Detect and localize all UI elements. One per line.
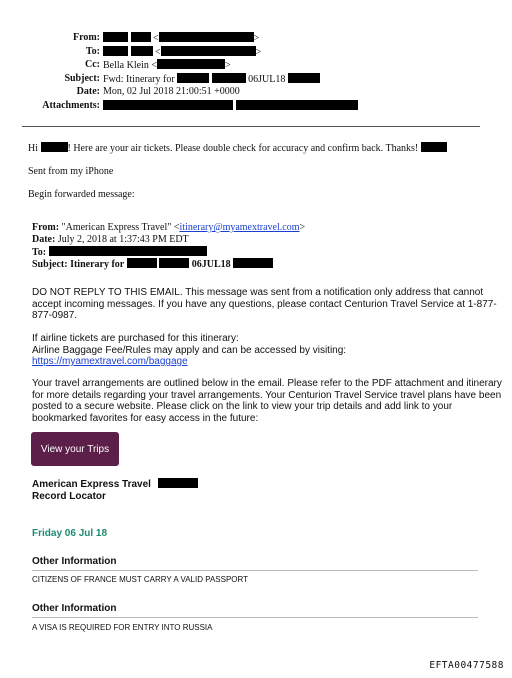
subject-prefix: Fwd: Itinerary for (103, 73, 175, 85)
header-divider (22, 126, 480, 127)
gt-bracket: > (224, 60, 231, 71)
redaction (161, 46, 256, 56)
fwd-date-row (32, 234, 305, 246)
section-text-2: A VISA IS REQUIRED FOR ENTRY INTO RUSSIA (32, 623, 213, 632)
date-label: Date: (76, 86, 100, 97)
fwd-subject-code: 06JUL18 (191, 259, 231, 270)
header-cc-row (0, 59, 512, 73)
redaction (131, 46, 153, 56)
redaction (421, 142, 447, 152)
redaction (127, 258, 157, 268)
baggage-link[interactable]: https://myamextravel.com/baggage (32, 356, 188, 367)
header-to-row (0, 46, 512, 60)
document-id: EFTA00477588 (429, 660, 504, 671)
section-title-1: Other Information (32, 556, 117, 567)
to-label: To: (85, 45, 100, 57)
fwd-date-label: Date: (32, 234, 56, 245)
fwd-from-row (32, 222, 305, 234)
redaction (177, 73, 209, 83)
message-body: ! Here are your air tickets. Please double check for accuracy and confirm back. Thanks! (67, 143, 419, 154)
greeting-line (28, 142, 447, 154)
record-line-1: American Express Travel (32, 479, 151, 490)
baggage-line-2: Airline Baggage Fee/Rules may apply and can be accessed by visiting: (32, 344, 347, 356)
cc-name: Bella Klein < (103, 60, 157, 71)
view-trips-button[interactable]: View your Trips (31, 432, 119, 466)
subject-code: 06JUL18 (248, 73, 286, 85)
fwd-from-email[interactable]: itinerary@myamextravel.com (179, 222, 300, 233)
redaction (103, 100, 233, 110)
gt-bracket: > (253, 33, 260, 44)
redaction (103, 46, 128, 56)
lt-bracket: < (153, 33, 159, 44)
lt-bracket: < (155, 46, 161, 58)
redaction (212, 73, 246, 83)
fwd-subject-row (32, 258, 305, 270)
begin-forwarded: Begin forwarded message: (28, 189, 135, 200)
header-attachments-row (0, 100, 512, 114)
do-not-reply-notice: DO NOT REPLY TO THIS EMAIL. This message was sent from a notification only address that cannot accept incoming messages. If you have any questions, please contact Centurion Travel Service at 1-877-877-0987. (32, 287, 497, 321)
header-subject-row (0, 73, 512, 87)
redaction (41, 142, 68, 152)
greeting: Hi (28, 143, 38, 154)
redaction (159, 32, 254, 42)
fwd-subject-label: Subject: (32, 259, 68, 270)
date-value: Mon, 02 Jul 2018 21:00:51 +0000 (103, 86, 240, 97)
gt-bracket: > (255, 46, 262, 58)
header-date-row (0, 86, 512, 100)
section-text-1: CITIZENS OF FRANCE MUST CARRY A VALID PASSPORT (32, 575, 249, 584)
fwd-date-value: July 2, 2018 at 1:37:43 PM EDT (55, 234, 189, 245)
fwd-from-close: > (299, 222, 306, 233)
subject-label: Subject: (64, 72, 100, 84)
email-header (0, 32, 512, 113)
redaction (49, 246, 207, 256)
fwd-subject-value: Itinerary for (67, 259, 125, 270)
attachments-label: Attachments: (42, 99, 100, 111)
baggage-notice (32, 333, 502, 368)
fwd-to-label: To: (32, 247, 47, 258)
baggage-line-1: If airline tickets are purchased for this itinerary: (32, 333, 239, 344)
day-heading: Friday 06 Jul 18 (32, 528, 108, 539)
sent-from: Sent from my iPhone (28, 166, 114, 177)
redaction (103, 32, 128, 42)
redaction (233, 258, 273, 268)
redaction (288, 73, 320, 83)
section-divider-1 (32, 570, 478, 571)
header-from-row (0, 32, 512, 46)
arrangements-notice: Your travel arrangements are outlined below in the email. Please refer to the PDF attachment and itinerary for more details regarding your travel arrangements. Your Centurion Travel Service travel plans have been posted to a secure website. Please click on the link to view your trip details and add link to your bookmarked favorites for easy access in the future: (32, 378, 502, 424)
redaction (158, 478, 198, 488)
fwd-to-row (32, 246, 305, 258)
redaction (157, 59, 225, 69)
section-title-2: Other Information (32, 603, 117, 614)
redaction (236, 100, 358, 110)
redaction (159, 258, 189, 268)
section-divider-2 (32, 617, 478, 618)
redaction (131, 32, 151, 42)
fwd-from-label: From: (32, 222, 60, 233)
cc-label: Cc: (85, 59, 100, 70)
from-label: From: (72, 32, 100, 43)
forwarded-header (32, 222, 305, 270)
fwd-from-name: "American Express Travel" < (59, 222, 180, 233)
record-locator (32, 478, 198, 503)
record-line-2: Record Locator (32, 491, 106, 502)
